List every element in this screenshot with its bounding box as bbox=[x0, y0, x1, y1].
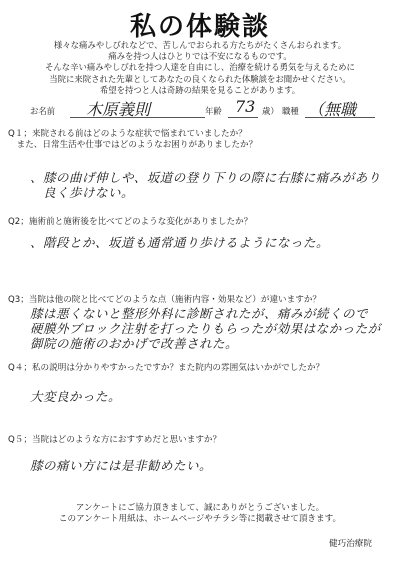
question-5 bbox=[8, 435, 392, 446]
job-underline bbox=[305, 117, 375, 118]
answer-4 bbox=[30, 389, 390, 404]
age-underline bbox=[228, 117, 258, 118]
answer-line: 大変良かった。 bbox=[30, 389, 122, 404]
question-text: Q４；私の説明は分かりやすかったですか？また院内の雰囲気はいかがでしたか？ bbox=[8, 363, 325, 373]
question-2 bbox=[8, 217, 392, 228]
answer-line: 御院の施術のおかげで改善された。 bbox=[30, 336, 239, 351]
page-title: 私の体験談 bbox=[129, 12, 270, 42]
age-value: 73 bbox=[235, 97, 256, 116]
intro-text bbox=[30, 40, 370, 96]
answer-line: 、階段とか、坂道も通常通り歩けるようになった。 bbox=[30, 235, 330, 250]
answer-5 bbox=[30, 458, 390, 473]
question-4 bbox=[8, 363, 392, 374]
intro-line: 様々な痛みやしびれなどで、苦しんでおられる方たちがたくさんおられます。 bbox=[53, 40, 347, 50]
answer-line: 、膝の曲げ伸しや、坂道の登り下りの際に右膝に痛みがあり bbox=[30, 170, 381, 185]
respondent-info bbox=[30, 97, 380, 120]
name-underline bbox=[70, 117, 205, 118]
answer-line: 硬膜外ブロック注射を打ったりもらったが効果はなかったが bbox=[30, 321, 381, 336]
job-label: 職種 bbox=[282, 106, 299, 116]
intro-line: 痛みを持つ人はひとりでは不安になるものです。 bbox=[108, 51, 292, 62]
closing-line: アンケートにご協力頂きまして、誠にありがとうございました。 bbox=[75, 503, 325, 513]
question-text: Q3；当院は他の院と比べてどのような点（施術内容・効果など）が違いますか？ bbox=[8, 295, 322, 305]
closing-message bbox=[0, 503, 400, 525]
age-unit: 歳） bbox=[262, 106, 279, 116]
question-text: また、日常生活や仕事ではどのようなお困りがありましたか？ bbox=[8, 140, 258, 150]
answer-line: 膝の痛い方には是非勧めたい。 bbox=[30, 458, 213, 473]
name-value: 木原義則 bbox=[86, 100, 151, 119]
answer-2 bbox=[30, 235, 390, 250]
answer-line: 良く歩けない。 bbox=[30, 185, 135, 200]
name-label: お名前 bbox=[30, 106, 56, 116]
intro-line: そんな辛い痛みやしびれを持つ人達を自由にし、治療を続ける勇気を与えるために bbox=[45, 62, 355, 73]
answer-3 bbox=[30, 306, 390, 351]
answer-line: 膝は悪くないと整形外科に診断されたが、痛みが続くので bbox=[30, 306, 369, 321]
answer-1 bbox=[30, 170, 390, 200]
clinic-name: 健巧治療院 bbox=[329, 539, 372, 549]
question-text: Q2；施術前と施術後を比べてどのような変化がありましたか？ bbox=[8, 217, 253, 227]
closing-line: このアンケート用紙は、ホームページやチラシ等に掲載させて頂きます。 bbox=[58, 514, 342, 524]
age-label: 年齢 bbox=[205, 106, 222, 116]
question-1 bbox=[8, 129, 392, 151]
question-text: Q５；当院はどのような方におすすめだと思いますか？ bbox=[8, 435, 222, 445]
intro-line: 希望を持つと人は奇跡の結果を見ることがあります。 bbox=[99, 84, 301, 95]
question-3 bbox=[8, 295, 392, 306]
question-text: Q１；来院される前はどのような症状で悩まれていましたか？ bbox=[8, 129, 247, 139]
intro-line: 当院に来院された先輩としてあなたの良くなられた体験談をお聞かせください。 bbox=[49, 73, 351, 84]
job-value: （無職 bbox=[308, 100, 357, 119]
